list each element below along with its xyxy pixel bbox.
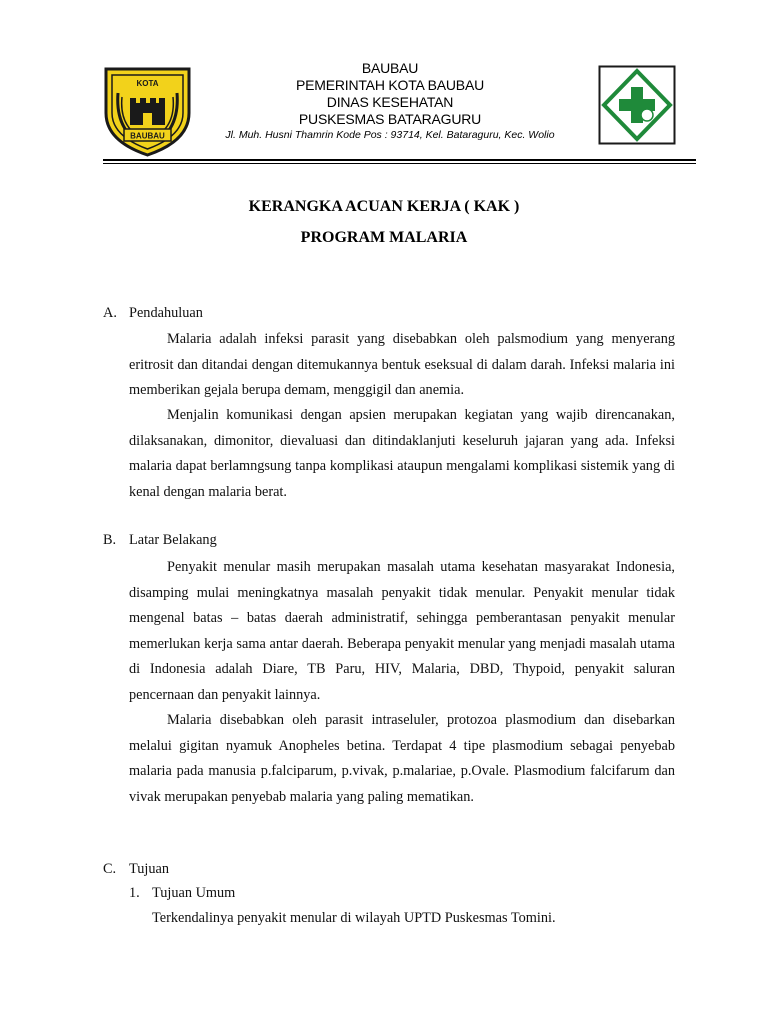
- section-a-paragraph-1: Malaria adalah infeksi parasit yang disebabkan oleh palsmodium yang menyerang eritrosit dan ditandai dengan ditemukannya bentuk eseksual di dalam darah. Infeksi malaria ini memberikan gejala berupa demam, menggigil dan anemia.: [129, 331, 675, 398]
- section-c-title: Tujuan: [129, 861, 169, 877]
- header-rule-thick: [103, 159, 696, 161]
- kota-baubau-logo: [100, 63, 195, 158]
- section-b-title: Latar Belakang: [129, 532, 217, 548]
- section-c-sub-title: Tujuan Umum: [152, 885, 236, 901]
- document-title: KERANGKA ACUAN KERJA ( KAK ): [248, 198, 520, 215]
- section-b-paragraph-2: Malaria disebabkan oleh parasit intraseluler, protozoa plasmodium dan disebarkan melalui gigitan nyamuk Anopheles betina. Terdapat 4 tipe plasmodium sebagai penyebab malaria pada manusia p.falciparum, p.vivak, p.malariae, p.Ovale. Plasmodium falcifarum dan vivak merupakan penyebab malaria yang paling mematikan.: [129, 712, 675, 805]
- letterhead-line-government: PEMERINTAH KOTA BAUBAU: [295, 77, 484, 93]
- section-c-sub-text: Terkendalinya penyakit menular di wilayah UPTD Puskesmas Tomini.: [152, 910, 556, 926]
- logo-top-text: KOTA: [136, 79, 159, 88]
- letterhead-address: Jl. Muh. Husni Thamrin Kode Pos : 93714, Kel. Bataraguru, Kec. Wolio: [225, 129, 555, 141]
- document-subtitle: PROGRAM MALARIA: [300, 229, 468, 246]
- section-c-letter: C.: [103, 861, 117, 877]
- section-c-sub-number: 1.: [129, 885, 140, 901]
- section-b-paragraph-1: Penyakit menular masih merupakan masalah utama kesehatan masyarakat Indonesia, disamping mulai meningkatnya masalah penyakit tidak menular. Penyakit menular tidak mengenal batas – batas daerah administratif, sehingga pemberantasan penyakit menular memerlukan kerja sama antar daerah. Beberapa penyakit menular yang menjadi masalah utama di Indonesia adalah Diare, TB Paru, HIV, Malaria, DBD, Thypoid, penyakit saluran pencernaan dan penyakit lainnya.: [129, 559, 675, 703]
- section-a-title: Pendahuluan: [129, 305, 203, 321]
- section-b-letter: B.: [103, 532, 117, 548]
- puskesmas-logo: [598, 65, 676, 145]
- section-a-paragraph-2: Menjalin komunikasi dengan apsien merupakan kegiatan yang wajib direncanakan, dilaksanakan, dimonitor, dievaluasi dan ditindaklanjuti keseluruh jajaran yang ada. Infeksi malaria dapat berlamngsung tanpa komplikasi ataupun mengalami komplikasi sistemik yang di kenal dengan malaria berat.: [129, 407, 675, 500]
- header-rule-thin: [103, 163, 696, 164]
- logo-bottom-text: BAUBAU: [130, 131, 165, 141]
- section-a-letter: A.: [103, 305, 117, 321]
- letterhead-line-city: BAUBAU: [361, 60, 419, 76]
- letterhead-line-agency: DINAS KESEHATAN: [326, 94, 454, 110]
- letterhead-line-puskesmas: PUSKESMAS BATARAGURU: [298, 111, 482, 127]
- letterhead-text: [200, 60, 580, 128]
